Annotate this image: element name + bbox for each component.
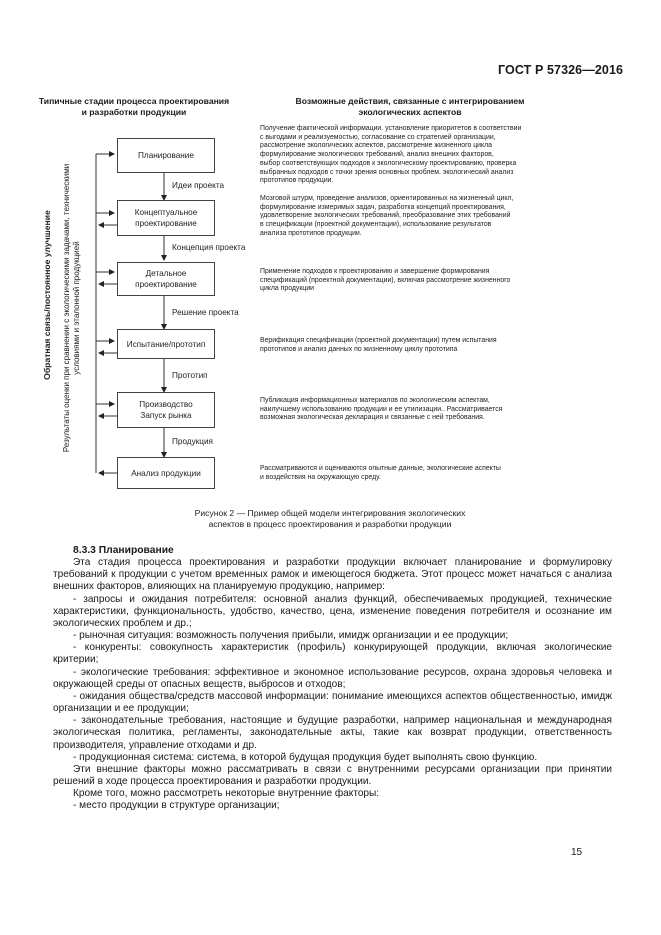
- section-title: 8.3.3 Планирование: [73, 545, 174, 556]
- stage-testing-prototype-box: [117, 329, 215, 359]
- description-line: Верификация спецификации (проектной документации) путем испытания: [260, 337, 497, 344]
- description-line: формулирование измеримых задач, разработка концепций проектирования,: [260, 203, 506, 211]
- stage-label: проектирование: [135, 280, 197, 289]
- description-line: возможная экологическая декларация и связанные с ней требования.: [260, 414, 485, 422]
- description-line: цикла продукции: [260, 285, 315, 293]
- stage-production-launch-box: [117, 392, 215, 428]
- flow-label-product: Продукция: [172, 437, 213, 446]
- stage-product-review-box: [117, 457, 215, 489]
- feedback-subtitle-line: условиями и эталонной продукцией: [72, 241, 81, 375]
- list-item: - конкуренты: совокупность характеристик (профиль) конкурирующей продукции, включая экологические критерии;: [53, 642, 612, 666]
- list-item: - продукционная система: система, в которой будущая продукция будет выполнять свою функцию.: [73, 751, 538, 763]
- description-line: спецификаций (проектной документации), включая рассмотрение жизненного: [260, 276, 511, 284]
- flow-label-project-concept: Концепция проекта: [172, 243, 246, 252]
- caption-line: аспектов в процесс проектирования и разработки продукции: [208, 519, 452, 529]
- description-line: Мозговой штурм, проведение анализов, ориентированных на жизненный цикл,: [260, 195, 514, 202]
- stage-label: Планирование: [138, 151, 194, 160]
- caption-line: Рисунок 2 — Пример общей модели интегрирования экологических: [194, 508, 466, 518]
- description-line: Применение подходов к проектированию и завершение формирования: [260, 268, 490, 275]
- figure-caption: [60, 508, 600, 530]
- list-item: - ожидания общества/средств массовой информации: понимание имеющихся аспектов общественностью, имидж организации и ее продукции;: [53, 690, 612, 715]
- stage-label: проектирование: [135, 219, 197, 228]
- stages-title-line: и разработки продукции: [81, 106, 187, 117]
- description-line: Рассматриваются и оцениваются опытные данные, экологические аспекты: [260, 465, 501, 472]
- description-line: с выгодами и реализуемостью, согласование со стратегией организации,: [260, 133, 496, 141]
- stage-conceptual-design-description: [260, 195, 560, 239]
- stage-production-launch-description: [260, 397, 560, 423]
- paragraph: Эти внешние факторы можно рассматривать в связи с внутренними ресурсами организации при принятии решений в ходе процесса проектирования и разработки продукции.: [53, 763, 612, 787]
- flow-label-project-decision: Решение проекта: [172, 308, 239, 317]
- description-line: выбранных подходов с точки зрения основных проблем. экологический анализ: [260, 168, 514, 176]
- section-body: [53, 545, 612, 812]
- description-line: анализа прототипов продукции.: [260, 229, 362, 237]
- paragraph: Эта стадия процесса проектирования и разработки продукции включает планирование и формулировку требований к продукции с учетом временных рамок и имеющегося бюджета. Этот процесс может начаться с анализа внешних факторов, влияющих на планируемую продукцию, например:: [53, 557, 612, 593]
- stage-planning-description: [260, 125, 560, 186]
- list-item: - запросы и ожидания потребителя: основной анализ функций, обеспечиваемых продукцией, технические характеристики, функциональность, удобство, качество, цена, изменение поведения потребителя и осознание им экологических проблем и др.;: [53, 593, 612, 629]
- description-line: прототипов и анализ данных по жизненному циклу прототипа: [260, 345, 458, 353]
- description-line: наилучшему использованию продукции и ее утилизации.. Рассматривается: [260, 405, 503, 413]
- list-item: - экологические требования: эффективное и экономное использование ресурсов, охрана здоровья человека и окружающей среды от опасных веществ, выбросов и отходов;: [53, 666, 612, 690]
- stage-product-review-description: [260, 465, 560, 482]
- list-item: - рыночная ситуация: возможность получения прибыли, имидж организации и ее продукции;: [73, 630, 509, 642]
- document-code: ГОСТ Р 57326—2016: [498, 63, 624, 77]
- stage-label: Запуск рынка: [140, 411, 192, 420]
- stages-title-line: Типичные стадии процесса проектирования: [38, 96, 230, 106]
- description-line: прототипов продукции.: [260, 177, 334, 185]
- description-line: и воздействия на окружающую среду.: [260, 473, 381, 481]
- list-item: - законодательные требования, настоящие и будущие разработки, например национальная и международная экологическая политика, регламенты, законодательные акты, такие как возврат продукции, ответственность производителя, управление отходами и др.: [53, 715, 612, 751]
- feedback-subtitle-line: Результаты оценки при сравнении с экологическими задачами, техническими: [62, 163, 71, 453]
- description-line: Получение фактической информации. установление приоритетов в соответствии: [260, 125, 522, 132]
- description-line: выбор соответствующих подходов к экологическому проектированию, проверка: [260, 159, 517, 167]
- feedback-title: Обратная связь/постоянное улучшение: [42, 210, 52, 380]
- stage-detailed-design-box: [117, 262, 215, 296]
- stage-label: Анализ продукции: [131, 468, 201, 478]
- flow-label-project-ideas: Идеи проекта: [172, 181, 225, 190]
- description-line: рассмотрение экологических аспектов, рассмотрение жизненного цикла: [260, 142, 492, 150]
- stage-label: Концептуальное: [134, 208, 198, 217]
- feedback-subtitle: [62, 138, 82, 478]
- stage-label: Производство: [139, 400, 193, 409]
- stage-planning-box: [117, 138, 215, 173]
- stage-label: Детальное: [145, 269, 187, 278]
- description-line: в спецификации (проектной документации), использование результатов: [260, 221, 492, 229]
- paragraph: Кроме того, можно рассмотреть некоторые внутренние факторы:: [73, 788, 380, 800]
- actions-title-line: Возможные действия, связанные с интегрированием: [295, 96, 525, 106]
- page-number: 15: [571, 847, 583, 858]
- stage-detailed-design-description: [260, 268, 560, 294]
- stage-testing-prototype-description: [260, 337, 560, 354]
- stage-label: Испытание/прототип: [126, 339, 206, 349]
- description-line: формулирование экологических требований, анализ внешних факторов,: [260, 151, 494, 159]
- description-line: Публикация информационных материалов по экологическим аспектам,: [260, 397, 490, 404]
- list-item: - место продукции в структуре организации;: [73, 800, 280, 812]
- flow-label-prototype: Прототип: [172, 371, 208, 380]
- actions-title-line: экологических аспектов: [358, 106, 462, 117]
- description-line: удовлетворение экологических требований, преобразование этих требований: [260, 212, 511, 220]
- stage-conceptual-design-box: [117, 200, 215, 236]
